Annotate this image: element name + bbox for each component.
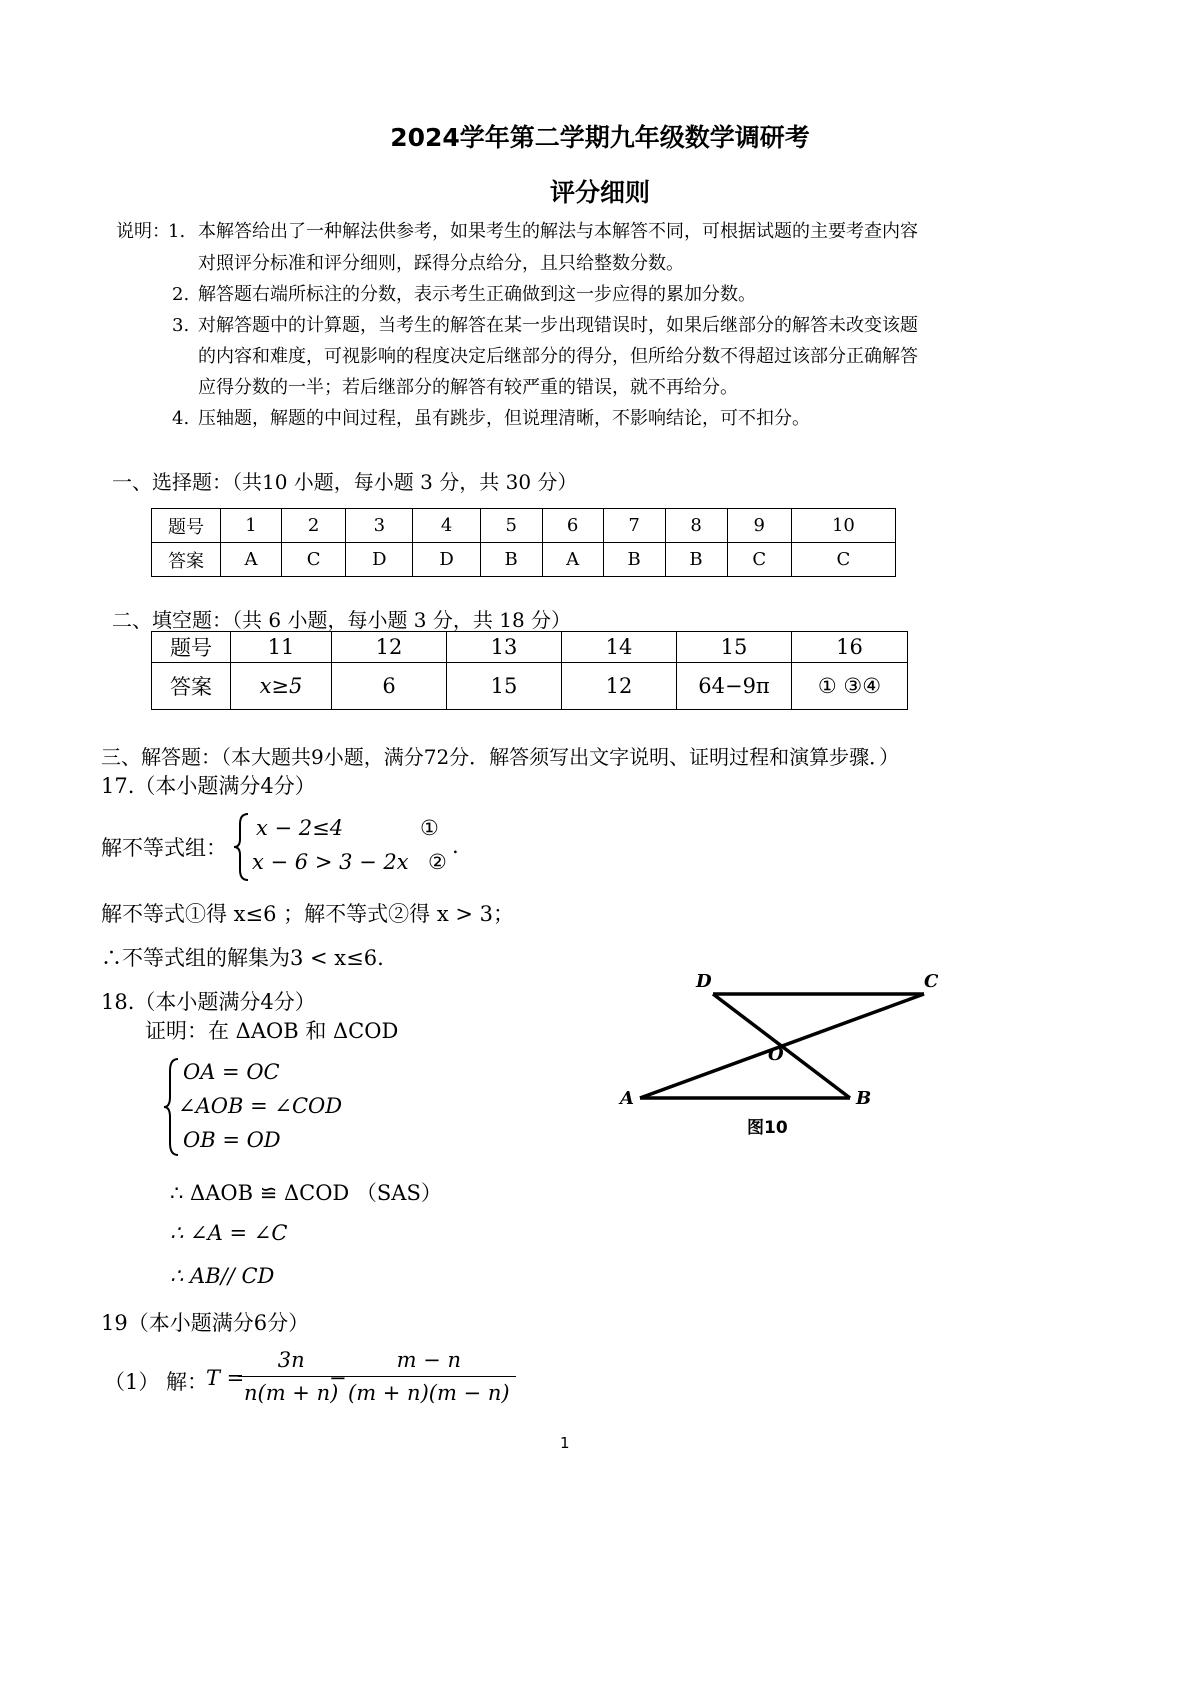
fraction-numerator: m − n: [342, 1348, 516, 1377]
question-title: 17.（本小题满分4分）: [101, 774, 316, 798]
table-cell: 10: [791, 509, 895, 543]
row-label: 题号: [152, 632, 231, 663]
table-cell: 14: [562, 632, 677, 663]
question-title: 19（本小题满分6分）: [101, 1311, 310, 1335]
table-row: [152, 663, 908, 710]
row-label: 答案: [152, 663, 231, 710]
condition: OB = OD: [183, 1128, 281, 1152]
table-cell: 15: [677, 632, 792, 663]
question-title: 18.（本小题满分4分）: [101, 990, 316, 1014]
note-line: 解答题右端所标注的分数，表示考生正确做到这一步应得的累加分数。: [198, 284, 756, 305]
page-subtitle: 评分细则: [549, 178, 650, 207]
conclusion: ∴ ΔAOB ≌ ΔCOD （SAS）: [170, 1181, 442, 1205]
page-number: 1: [560, 1434, 570, 1452]
inequality-2-tag: ②: [428, 850, 447, 874]
table-cell: 7: [603, 509, 665, 543]
choice-answer-table: [151, 508, 896, 577]
row-label: 答案: [152, 543, 221, 577]
section-heading: 二、填空题：（共 6 小题，每小题 3 分，共 18 分）: [112, 608, 572, 632]
table-row: [152, 543, 896, 577]
point-label-a: A: [620, 1088, 634, 1109]
table-cell: 16: [792, 632, 908, 663]
fraction-2: [342, 1348, 516, 1405]
condition: ∠AOB = ∠COD: [178, 1094, 343, 1118]
table-cell: B: [603, 543, 665, 577]
table-cell: 11: [231, 632, 332, 663]
solution-step: ∴不等式组的解集为3 < x≤6.: [101, 946, 384, 970]
table-cell: 6: [542, 509, 603, 543]
table-cell: ① ③④: [792, 663, 908, 710]
note-line: 对照评分标准和评分细则，踩得分点给分，且只给整数分数。: [198, 253, 684, 274]
table-cell: B: [665, 543, 727, 577]
table-cell: 1: [221, 509, 282, 543]
table-cell: 3: [346, 509, 413, 543]
note-number: 1.: [168, 221, 186, 242]
table-cell: A: [542, 543, 603, 577]
system-period: .: [452, 834, 459, 858]
row-label: 题号: [152, 509, 221, 543]
table-cell: 12: [562, 663, 677, 710]
condition: OA = OC: [183, 1060, 280, 1084]
notes-prefix: 说明：: [116, 221, 170, 242]
point-label-c: C: [924, 971, 939, 992]
table-cell: C: [727, 543, 791, 577]
proof-intro: 证明：在 ΔAOB 和 ΔCOD: [145, 1019, 399, 1043]
point-label-o: O: [768, 1044, 784, 1065]
table-row: [152, 509, 896, 543]
note-line: 本解答给出了一种解法供参考，如果考生的解法与本解答不同，可根据试题的主要考查内容: [198, 221, 918, 242]
geometry-figure: [610, 960, 960, 1150]
table-cell: x≥5: [231, 663, 332, 710]
conclusion: ∴ ∠A = ∠C: [170, 1221, 288, 1245]
table-cell: 9: [727, 509, 791, 543]
table-cell: 5: [480, 509, 542, 543]
point-label-b: B: [856, 1088, 872, 1109]
table-cell: 6: [332, 663, 447, 710]
table-cell: 2: [281, 509, 345, 543]
figure-caption: 图10: [747, 1118, 788, 1138]
table-cell: 4: [413, 509, 480, 543]
table-row: [152, 632, 908, 663]
page-title: 2024学年第二学期九年级数学调研考: [390, 123, 810, 152]
note-line: 对解答题中的计算题，当考生的解答在某一步出现错误时，如果后继部分的解答未改变该题: [198, 315, 918, 336]
conclusion: ∴ AB// CD: [170, 1264, 275, 1288]
note-line: 压轴题，解题的中间过程，虽有跳步，但说理清晰，不影响结论，可不扣分。: [198, 408, 810, 429]
section-heading: 一、选择题：（共10 小题，每小题 3 分，共 30 分）: [112, 470, 578, 494]
table-cell: 8: [665, 509, 727, 543]
fraction-denominator: (m + n)(m − n): [348, 1381, 510, 1405]
inequality-2: x − 6 > 3 − 2x: [252, 850, 409, 874]
note-number: 4.: [172, 408, 190, 429]
expression-lhs: T =: [206, 1366, 245, 1390]
fraction-denominator: n(m + n): [244, 1381, 339, 1405]
point-label-d: D: [696, 971, 712, 992]
table-cell: B: [480, 543, 542, 577]
note-number: 2.: [172, 284, 190, 305]
table-cell: 64−9π: [677, 663, 792, 710]
solution-step: 解不等式①得 x≤6 ；解不等式②得 x > 3；: [101, 902, 514, 926]
note-line: 应得分数的一半；若后继部分的解答有较严重的错误，就不再给分。: [198, 377, 738, 398]
table-cell: 13: [447, 632, 562, 663]
note-number: 3.: [172, 315, 190, 336]
table-cell: C: [791, 543, 895, 577]
table-cell: A: [221, 543, 282, 577]
note-line: 的内容和难度，可视影响的程度决定后继部分的得分，但所给分数不得超过该部分正确解答: [198, 346, 918, 367]
table-cell: 15: [447, 663, 562, 710]
table-cell: D: [413, 543, 480, 577]
table-cell: 12: [332, 632, 447, 663]
left-brace-icon: [232, 812, 252, 882]
inequality-1-tag: ①: [420, 816, 439, 840]
minus-sign: −: [329, 1366, 347, 1390]
section-heading: 三、解答题：（本大题共9小题，满分72分．解答须写出文字说明、证明过程和演算步骤．）: [101, 745, 900, 769]
inequality-1: x − 2≤4: [256, 816, 344, 840]
system-label: 解不等式组：: [101, 836, 227, 860]
fraction-numerator: 3n: [238, 1348, 344, 1377]
table-cell: C: [281, 543, 345, 577]
table-cell: D: [346, 543, 413, 577]
part-label: （1） 解：: [104, 1370, 209, 1394]
fill-answer-table: [151, 631, 908, 710]
